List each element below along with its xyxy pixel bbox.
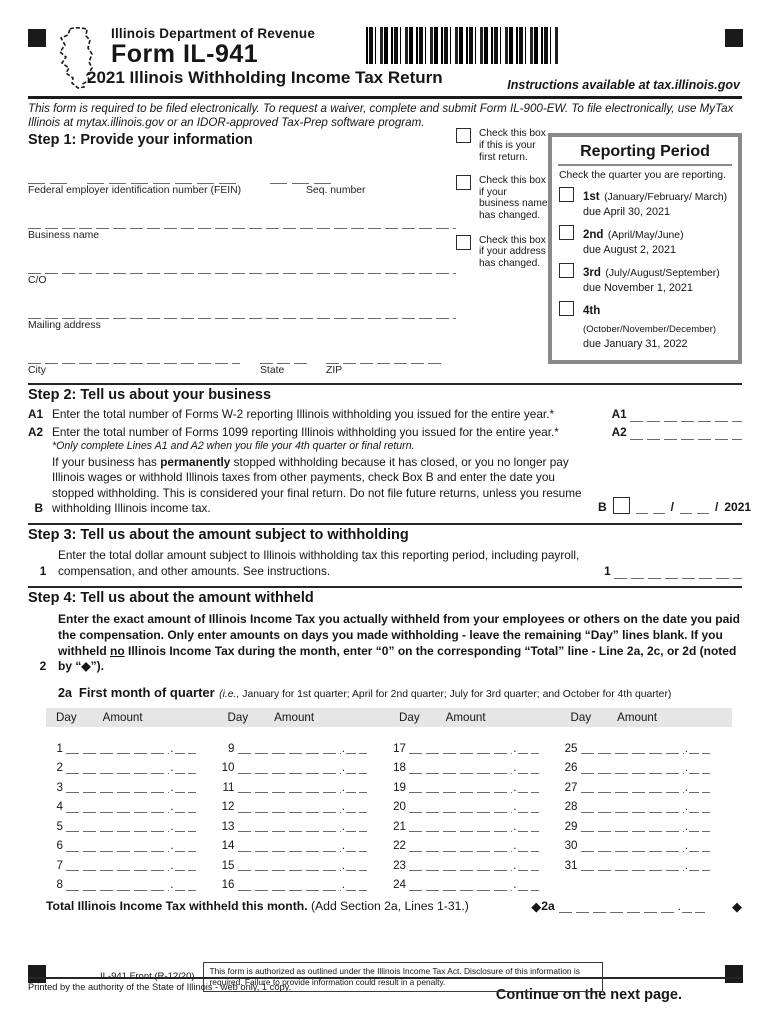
day-amount-row [218,833,368,853]
amount-entry-line[interactable] [409,840,512,852]
day-amount-row [46,755,196,775]
decimal-point: . [341,780,345,794]
line-2-row [28,612,742,675]
day-column-1 [46,735,218,891]
line-b-num: B [34,500,43,515]
decimal-point: . [684,761,688,775]
amount-entry-line[interactable] [238,860,341,872]
day-number: 7 [56,858,63,872]
decimal-point: . [677,900,681,914]
day-number: 21 [393,819,406,833]
day-amount-row [46,735,196,755]
day-amount-row [46,813,196,833]
decimal-point: . [513,858,517,872]
day-amount-row [218,774,368,794]
decimal-point: . [170,741,174,755]
quarter-2-months: (April/May/June) [607,230,684,242]
cents-entry-line[interactable] [175,821,196,833]
mailing-address-label: Mailing address [28,320,101,332]
bottom-row [28,962,742,992]
decimal-point: . [684,800,688,814]
line-b-row [28,454,752,516]
decimal-point: . [513,878,517,892]
decimal-point: . [513,839,517,853]
day-amount-row [389,755,539,775]
cents-entry-line[interactable] [175,860,196,872]
decimal-point: . [341,741,345,755]
business-name-field [28,217,456,241]
diamond-icon: ◆ [732,899,742,915]
total-2a-row [46,899,742,913]
section-2a-code: 2a [58,686,72,701]
decimal-point: . [513,780,517,794]
co-field [28,262,456,286]
first-return-checkbox[interactable] [456,128,471,143]
day-number: 12 [221,800,235,814]
quarter-3-due: due November 1, 2021 [583,282,693,295]
cents-entry-line[interactable] [689,840,710,852]
day-amount-row [389,852,539,872]
state-entry[interactable] [260,352,310,364]
decimal-point: . [170,800,174,814]
mailing-address-field [28,307,456,331]
decimal-point: . [513,741,517,755]
amount-entry-line[interactable] [409,879,512,891]
co-label: C/O [28,275,47,287]
cents-entry-line[interactable] [689,762,710,774]
step4-title: Step 4: Tell us about the amount withheld [28,589,314,606]
day-amount-row [561,852,711,872]
step1-section [28,128,742,377]
line-b-text: If your business has permanently stopped withholding because it has closed, or you no longer pay Illinois wages or withhold Illinois taxes from other payments, check Box B and enter the date you stopped withholding. This is considered your final return. Do not file future returns, unless you resume withholding Illinois income tax. [52,454,582,515]
day-number: 15 [221,858,235,872]
total-label-bold: Total Illinois Income Tax withheld this month. [46,899,308,914]
amount-entry-line[interactable] [581,782,684,794]
cents-entry-line[interactable] [518,860,539,872]
address-changed-checkbox[interactable] [456,235,471,250]
day-number: 27 [564,780,578,794]
day-amount-row [218,735,368,755]
header-rule [28,96,742,99]
mailing-address-entry[interactable] [28,307,456,319]
day-number: 18 [393,761,406,775]
amount-entry-line[interactable] [581,860,684,872]
decimal-point: . [341,878,345,892]
cents-entry-line[interactable] [346,840,367,852]
reporting-period-rule [558,164,732,166]
quarter-4-due: due January 31, 2022 [583,338,688,351]
day-amount-row [46,872,196,892]
cents-entry-line[interactable] [518,840,539,852]
quarter-1-checkbox[interactable] [559,187,574,202]
day-amount-row [561,735,711,755]
step1-title: Step 1: Provide your information [28,132,253,149]
decimal-point: . [341,819,345,833]
day-number: 8 [56,878,63,892]
day-amount-row [218,852,368,872]
cents-entry-line[interactable] [346,782,367,794]
quarter-4-row [559,301,731,350]
day-number: 10 [221,761,235,775]
day-amount-row [389,774,539,794]
day-number: 3 [56,780,63,794]
line-a2-row [28,425,742,440]
day-number: 11 [222,780,235,794]
amount-entry-line[interactable] [66,782,169,794]
decimal-point: . [170,761,174,775]
step2-title: Step 2: Tell us about your business [28,387,272,404]
amount-entry-line[interactable] [409,801,512,813]
instructions-note: Instructions available at tax.illinois.gov [507,78,740,92]
fein-field [28,172,456,196]
city-label: City [28,365,46,377]
day-number: 20 [393,800,406,814]
day-number: 29 [564,819,578,833]
amount-entry-line[interactable] [66,879,169,891]
line-1-row [28,548,742,579]
fein-label: Federal employer identification number (FEIN) [28,185,242,197]
day-header: Day [570,711,592,725]
day-column-3 [389,735,561,891]
status-checkboxes [456,128,548,376]
day-number: 22 [393,839,406,853]
quarter-3-checkbox[interactable] [559,263,574,278]
table-header-band [46,708,732,727]
decimal-point: . [341,800,345,814]
day-number: 6 [56,839,63,853]
business-name-entry[interactable] [28,217,456,229]
amount-entry-line[interactable] [581,762,684,774]
day-number: 16 [221,878,235,892]
line-b-checkbox[interactable] [613,497,630,514]
day-amount-row [561,755,711,775]
address-changed-item [456,235,548,270]
cents-entry-line[interactable] [175,782,196,794]
address-changed-label: Check this box if your address has changed. [479,234,546,269]
printed-by-note: Printed by the authority of the State of Illinois - web only, 1 copy. [28,982,292,993]
day-number: 13 [221,819,235,833]
agency-name: Illinois Department of Revenue [111,26,316,41]
amount-entry-line[interactable] [581,821,684,833]
total-2a-code: 2a [541,899,555,914]
form-header [28,0,742,94]
decimal-point: . [341,761,345,775]
quarter-4-label: 4th [583,305,601,318]
amount-entry-line[interactable] [238,879,341,891]
a-lines-footnote: *Only complete Lines A1 and A2 when you file your 4th quarter or final return. [52,439,415,452]
day-amount-row [561,774,711,794]
cents-entry-line[interactable] [175,801,196,813]
day-header: Day [399,711,420,725]
section-2a-heading: 2a First month of quarter (i.e., January for 1st quarter; April for 2nd quarter; July for 3rd quarter; and October for 4th quarter) [58,685,672,701]
decimal-point: . [684,741,688,755]
day-number: 23 [393,858,406,872]
day-amount-row [46,852,196,872]
cents-entry-line[interactable] [518,762,539,774]
total-2a-cents-entry[interactable] [682,901,706,913]
day-amount-row [218,813,368,833]
total-label-regular: (Add Section 2a, Lines 1-31.) [307,899,469,914]
line-a1-row [28,407,742,422]
cents-entry-line[interactable] [346,821,367,833]
quarter-4-checkbox[interactable] [559,301,574,316]
amount-entry-line[interactable] [66,840,169,852]
day-number: 19 [393,780,406,794]
line-1-entry[interactable] [614,567,742,579]
amount-header: Amount [445,711,486,725]
day-header: Day [227,711,249,725]
line-2-text: Enter the exact amount of Illinois Income Tax you actually withheld from your employees or others on the date you paid the compensation. Only enter amounts on days you made withholding - leave the remaining “Day” lines blank. If you withheld no Illinois Income Tax during the month, enter “0” on the corresponding “Total” line - Line 2a, 2c, or 2d (noted by “◆”). [58,611,740,674]
day-amount-row [561,833,711,853]
day-amount-row [218,755,368,775]
decimal-point: . [170,819,174,833]
day-number: 17 [393,741,406,755]
day-amount-row [389,813,539,833]
total-2a-entry[interactable] [559,901,677,913]
quarter-1-months: (January/February/ March) [604,192,728,204]
quarter-3-label: 3rd [583,267,601,280]
step3-title: Step 3: Tell us about the amount subject to withholding [28,527,409,544]
day-header: Day [56,711,77,725]
amount-entry-line[interactable] [409,782,512,794]
line-a2-code: A2 [611,424,627,439]
decimal-point: . [684,858,688,872]
disclosure-box: This form is authorized as outlined under the Illinois Income Tax Act. Disclosure of this information is required. Failure to provide information could result in a penalty. [203,962,603,992]
reporting-period-subtitle: Check the quarter you are reporting. [559,170,726,182]
b-date-year: 2021 [724,500,752,515]
day-amount-row [46,833,196,853]
day-amount-row [46,774,196,794]
day-amount-row [218,872,368,892]
decimal-point: . [170,878,174,892]
name-changed-label: Check this box if your business name has changed. [479,175,548,222]
line-a1-text: Enter the total number of Forms W-2 reporting Illinois withholding you issued for the entire year.* [52,407,555,422]
reporting-period-title: Reporting Period [580,143,710,161]
line-a2-num: A2 [28,424,44,439]
amount-entry-line[interactable] [581,840,684,852]
cents-entry-line[interactable] [175,743,196,755]
cents-entry-line[interactable] [346,801,367,813]
section-2a-title: First month of quarter [78,685,215,701]
efile-notice: This form is required to be filed electronically. To request a waiver, complete and submit Form IL-900-EW. To file electronically, use MyTax Illinois at mytax.illinois.gov or an IDOR-approved Tax-Prep software program. [28,102,734,130]
cents-entry-line[interactable] [689,860,710,872]
cents-entry-line[interactable] [346,743,367,755]
cents-entry-line[interactable] [518,782,539,794]
name-changed-item [456,175,548,222]
amount-entry-line[interactable] [238,840,341,852]
step3-rule [28,523,742,525]
reporting-period-box [548,133,742,364]
line-1-code: 1 [604,563,611,578]
line-b-code: B [598,500,607,515]
day-number: 26 [564,761,578,775]
day-amount-row [389,794,539,814]
b-date-slash: / [670,500,675,515]
zip-label: ZIP [326,365,343,377]
day-number: 30 [564,839,578,853]
city-entry[interactable] [28,352,240,364]
diamond-icon: ◆ [531,899,542,915]
seq-number-label: Seq. number [306,185,366,197]
amount-entry-line[interactable] [238,762,341,774]
line-2-num: 2 [39,659,47,674]
amount-header: Amount [617,711,658,725]
decimal-point: . [170,839,174,853]
section-2a-note: January for 1st quarter; April for 2nd quarter; July for 3rd quarter; and October for 4th quarter) [239,689,672,701]
decimal-point: . [684,780,688,794]
cents-entry-line[interactable] [689,743,710,755]
day-number: 25 [564,741,578,755]
day-amount-row [389,872,539,892]
amount-entry-line[interactable] [581,801,684,813]
cents-entry-line[interactable] [518,879,539,891]
day-amount-row [561,794,711,814]
daily-withholding-table [46,708,732,891]
cents-entry-line[interactable] [689,821,710,833]
b-date-month-entry[interactable] [636,502,665,514]
amount-entry-line[interactable] [66,762,169,774]
amount-entry-line[interactable] [409,821,512,833]
quarter-1-due: due April 30, 2021 [583,206,671,219]
barcode [366,27,558,64]
day-number: 14 [221,839,235,853]
amount-entry-line[interactable] [409,743,512,755]
step4-rule [28,586,742,588]
cents-entry-line[interactable] [175,879,196,891]
quarter-2-due: due August 2, 2021 [583,244,677,257]
day-number: 5 [56,819,63,833]
day-number: 1 [56,741,63,755]
amount-entry-line[interactable] [238,743,341,755]
day-number: 4 [56,800,63,814]
day-amount-row [218,794,368,814]
decimal-point: . [170,780,174,794]
amount-entry-line[interactable] [238,821,341,833]
cents-entry-line[interactable] [518,821,539,833]
seq-number-entry[interactable] [270,172,331,184]
cents-entry-line[interactable] [689,782,710,794]
line-a1-entry[interactable] [630,411,742,423]
day-number: 28 [564,800,578,814]
quarter-2-label: 2nd [583,229,604,242]
amount-entry-line[interactable] [66,860,169,872]
decimal-point: . [684,839,688,853]
line-a2-text: Enter the total number of Forms 1099 reporting Illinois withholding you issued for the entire year.* [52,424,559,439]
cents-entry-line[interactable] [346,879,367,891]
step2-rule [28,383,742,385]
line-1-text: Enter the total dollar amount subject to Illinois withholding tax this reporting period, including payroll, compensation, and other amounts. See instructions. [58,548,580,578]
day-amount-row [561,813,711,833]
first-return-label: Check this box if this is your first return. [479,128,546,163]
decimal-point: . [341,839,345,853]
first-return-item [456,128,548,163]
day-number: 31 [564,858,578,872]
continue-note: Continue on the next page. [495,987,682,1004]
amount-entry-line[interactable] [66,801,169,813]
cents-entry-line[interactable] [346,860,367,872]
quarter-1-label: 1st [583,191,600,204]
line-a1-num: A1 [28,407,44,422]
day-amount-row [46,794,196,814]
day-column-4 [561,735,733,891]
amount-header: Amount [102,711,143,725]
amount-entry-line[interactable] [409,762,512,774]
decimal-point: . [513,800,517,814]
fein-entry[interactable] [28,172,236,184]
business-name-label: Business name [28,230,100,242]
amount-header: Amount [274,711,315,725]
amount-entry-line[interactable] [581,743,684,755]
day-amount-row [389,833,539,853]
day-column-2 [218,735,390,891]
quarter-4-months: (October/November/December) [583,324,717,336]
quarter-2-checkbox[interactable] [559,225,574,240]
cents-entry-line[interactable] [689,801,710,813]
day-number: 24 [393,878,406,892]
decimal-point: . [513,819,517,833]
form-code: IL-941 Front (R-12/20) [100,971,195,983]
amount-entry-line[interactable] [238,801,341,813]
decimal-point: . [684,819,688,833]
cents-entry-line[interactable] [518,743,539,755]
line-a1-code: A1 [611,407,627,422]
cents-entry-line[interactable] [518,801,539,813]
co-entry[interactable] [28,262,456,274]
name-changed-checkbox[interactable] [456,175,471,190]
amount-entry-line[interactable] [66,821,169,833]
quarter-2-row [559,225,731,256]
decimal-point: . [341,858,345,872]
amount-entry-line[interactable] [238,782,341,794]
line-1-num: 1 [39,563,47,578]
line-a2-entry[interactable] [630,428,742,440]
form-title: 2021 Illinois Withholding Income Tax Return [87,68,443,88]
quarter-3-row [559,263,731,294]
quarter-3-months: (July/August/September) [605,268,720,280]
state-label: State [260,365,285,377]
city-state-zip-row [28,352,456,376]
decimal-point: . [513,761,517,775]
day-number: 9 [228,741,235,755]
day-number: 2 [56,761,63,775]
cents-entry-line[interactable] [175,762,196,774]
decimal-point: . [170,858,174,872]
form-name: Form IL-941 [111,40,259,68]
cents-entry-line[interactable] [175,840,196,852]
cents-entry-line[interactable] [346,762,367,774]
day-amount-row [389,735,539,755]
b-date-day-entry[interactable] [680,502,709,514]
zip-entry[interactable] [326,352,444,364]
quarter-1-row [559,187,731,218]
amount-entry-line[interactable] [409,860,512,872]
b-date-slash2: / [715,500,719,515]
amount-entry-line[interactable] [66,743,169,755]
